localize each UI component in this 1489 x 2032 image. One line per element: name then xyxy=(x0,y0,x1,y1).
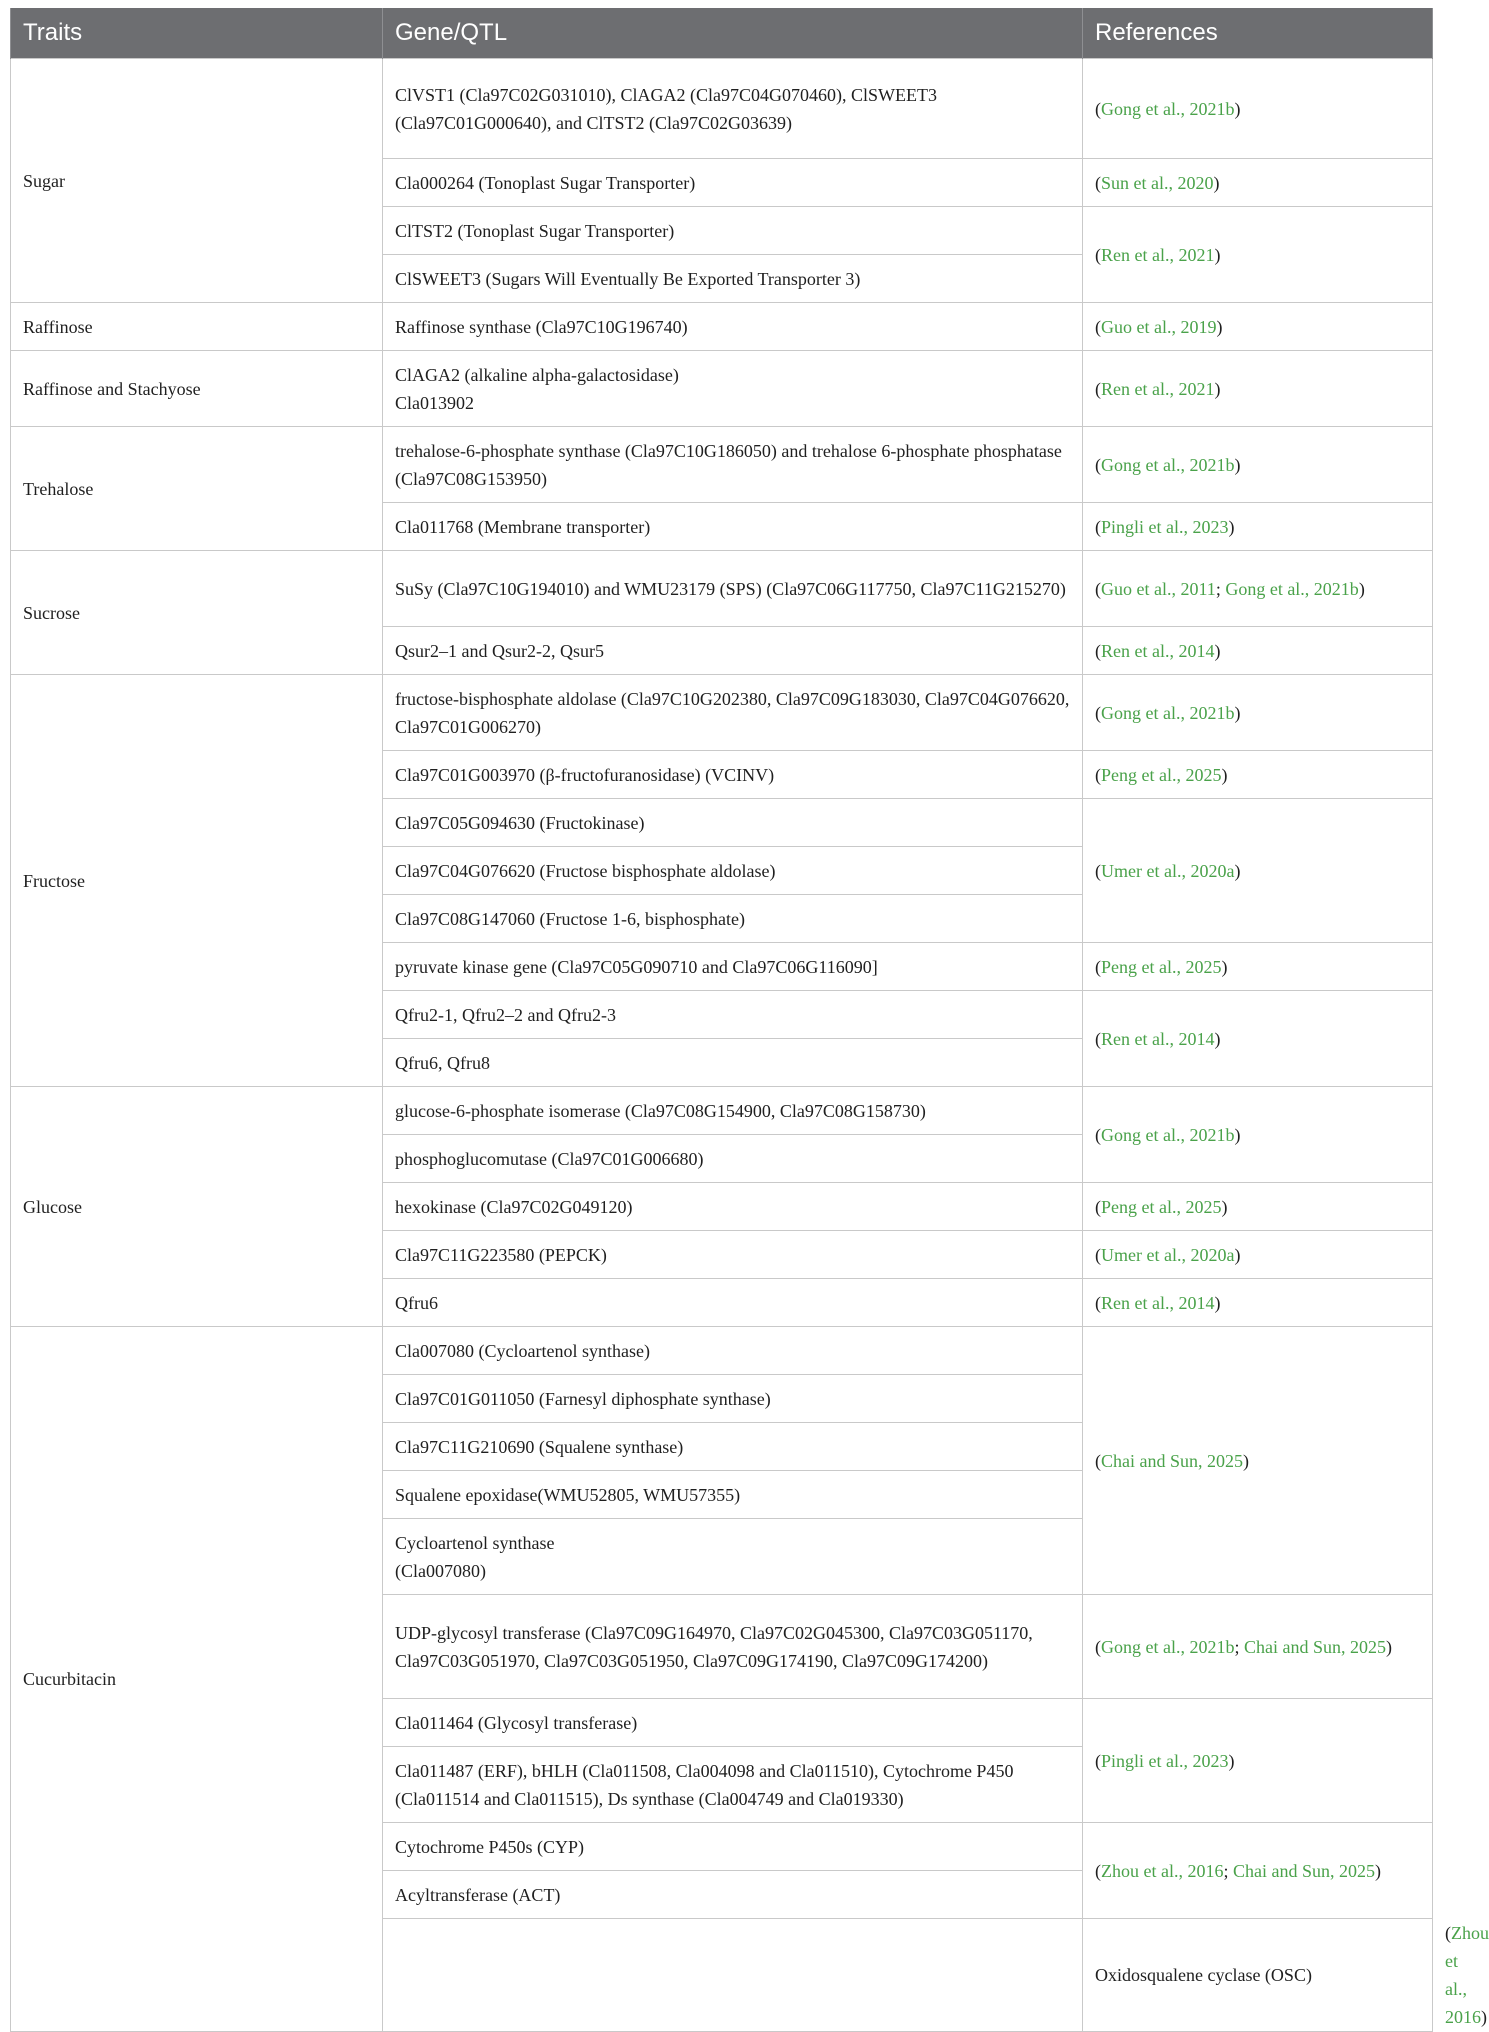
gene-cell: Cla97C01G003970 (β-fructofuranosidase) (VCINV) xyxy=(383,751,1083,799)
trait-cell: Cucurbitacin xyxy=(11,1327,383,2032)
gene-cell: Squalene epoxidase(WMU52805, WMU57355) xyxy=(383,1471,1083,1519)
gene-cell: glucose-6-phosphate isomerase (Cla97C08G154900, Cla97C08G158730) xyxy=(383,1087,1083,1135)
gene-cell: Cla000264 (Tonoplast Sugar Transporter) xyxy=(383,159,1083,207)
gene-cell: Qsur2–1 and Qsur2-2, Qsur5 xyxy=(383,627,1083,675)
reference-cell: (Gong et al., 2021b) xyxy=(1083,427,1433,503)
gene-cell: Acyltransferase (ACT) xyxy=(383,1871,1083,1919)
reference-cell: (Ren et al., 2014) xyxy=(1083,991,1433,1087)
trait-cell: Sucrose xyxy=(11,551,383,675)
reference-cell: (Pingli et al., 2023) xyxy=(1083,1699,1433,1823)
reference-link[interactable]: Gong et al., 2021b xyxy=(1101,1124,1235,1145)
gene-cell: Cla011487 (ERF), bHLH (Cla011508, Cla004098 and Cla011510), Cytochrome P450 (Cla011514 and Cla011515), Ds synthase (Cla004749 and Cla019330) xyxy=(383,1747,1083,1823)
reference-link[interactable]: Sun et al., 2020 xyxy=(1101,172,1214,193)
gene-cell: Qfru6 xyxy=(383,1279,1083,1327)
reference-cell: (Gong et al., 2021b; Chai and Sun, 2025) xyxy=(1083,1595,1433,1699)
trait-cell: Fructose xyxy=(11,675,383,1087)
table-row xyxy=(11,351,1433,427)
gene-cell: SuSy (Cla97C10G194010) and WMU23179 (SPS) (Cla97C06G117750, Cla97C11G215270) xyxy=(383,551,1083,627)
table-row xyxy=(11,1087,1433,1135)
table-row xyxy=(11,303,1433,351)
gene-cell: ClTST2 (Tonoplast Sugar Transporter) xyxy=(383,207,1083,255)
reference-cell: (Zhou et al., 2016; Chai and Sun, 2025) xyxy=(1083,1823,1433,1919)
gene-cell: Oxidosqualene cyclase (OSC) xyxy=(1083,1919,1433,2032)
reference-cell: (Ren et al., 2014) xyxy=(1083,1279,1433,1327)
reference-cell: (Peng et al., 2025) xyxy=(1083,751,1433,799)
reference-link[interactable]: Ren et al., 2021 xyxy=(1101,244,1215,265)
table-row xyxy=(11,1327,1433,1375)
reference-cell: (Pingli et al., 2023) xyxy=(1083,503,1433,551)
gene-cell: phosphoglucomutase (Cla97C01G006680) xyxy=(383,1135,1083,1183)
gene-cell: Cla97C11G210690 (Squalene synthase) xyxy=(383,1423,1083,1471)
header-traits: Traits xyxy=(11,8,383,59)
reference-cell: (Gong et al., 2021b) xyxy=(1083,1087,1433,1183)
gene-cell: Cla011768 (Membrane transporter) xyxy=(383,503,1083,551)
gene-cell: Cla97C01G011050 (Farnesyl diphosphate synthase) xyxy=(383,1375,1083,1423)
table-row xyxy=(11,59,1433,159)
reference-cell: (Umer et al., 2020a) xyxy=(1083,799,1433,943)
table-row xyxy=(11,427,1433,503)
gene-cell: Cla97C11G223580 (PEPCK) xyxy=(383,1231,1083,1279)
reference-link[interactable]: Guo et al., 2019 xyxy=(1101,316,1217,337)
gene-cell: Cycloartenol synthase (Cla007080) xyxy=(383,1519,1083,1595)
reference-cell: (Ren et al., 2021) xyxy=(1083,207,1433,303)
reference-cell: (Guo et al., 2011; Gong et al., 2021b) xyxy=(1083,551,1433,627)
gene-cell: Cla97C05G094630 (Fructokinase) xyxy=(383,799,1083,847)
reference-link[interactable]: Ren et al., 2014 xyxy=(1101,1292,1215,1313)
gene-cell: Cla97C04G076620 (Fructose bisphosphate aldolase) xyxy=(383,847,1083,895)
table-header xyxy=(11,8,1433,59)
reference-link[interactable]: Pingli et al., 2023 xyxy=(1101,1750,1229,1771)
table-row xyxy=(11,551,1433,627)
reference-link[interactable]: Peng et al., 2025 xyxy=(1101,764,1222,785)
reference-link[interactable]: Umer et al., 2020a xyxy=(1101,1244,1235,1265)
reference-link[interactable]: Chai and Sun, 2025 xyxy=(1244,1636,1386,1657)
gene-cell: hexokinase (Cla97C02G049120) xyxy=(383,1183,1083,1231)
reference-link[interactable]: Chai and Sun, 2025 xyxy=(1101,1450,1243,1471)
reference-cell: (Gong et al., 2021b) xyxy=(1083,675,1433,751)
reference-cell: (Ren et al., 2021) xyxy=(1083,351,1433,427)
trait-cell: Trehalose xyxy=(11,427,383,551)
gene-cell: UDP-glycosyl transferase (Cla97C09G164970, Cla97C02G045300, Cla97C03G051170, Cla97C03G051970, Cla97C03G051950, Cla97C09G174190, Cla97C09G174200) xyxy=(383,1595,1083,1699)
gene-cell: Raffinose synthase (Cla97C10G196740) xyxy=(383,303,1083,351)
trait-cell: Glucose xyxy=(11,1087,383,1327)
gene-qtl-table xyxy=(10,8,1489,2032)
trait-cell: Sugar xyxy=(11,59,383,303)
gene-cell: Cla011464 (Glycosyl transferase) xyxy=(383,1699,1083,1747)
reference-link[interactable]: Ren et al., 2014 xyxy=(1101,640,1215,661)
reference-cell: (Peng et al., 2025) xyxy=(1083,1183,1433,1231)
header-references: References xyxy=(1083,8,1433,59)
header-gene-qtl: Gene/QTL xyxy=(383,8,1083,59)
gene-cell: ClVST1 (Cla97C02G031010), ClAGA2 (Cla97C04G070460), ClSWEET3 (Cla97C01G000640), and ClTST2 (Cla97C02G03639) xyxy=(383,59,1083,159)
reference-link[interactable]: Pingli et al., 2023 xyxy=(1101,516,1229,537)
reference-link[interactable]: Ren et al., 2014 xyxy=(1101,1028,1215,1049)
reference-cell: (Chai and Sun, 2025) xyxy=(1083,1327,1433,1595)
reference-link[interactable]: Gong et al., 2021b xyxy=(1225,578,1359,599)
reference-link[interactable]: Gong et al., 2021b xyxy=(1101,454,1235,475)
gene-cell: Cla007080 (Cycloartenol synthase) xyxy=(383,1327,1083,1375)
gene-cell: ClSWEET3 (Sugars Will Eventually Be Exported Transporter 3) xyxy=(383,255,1083,303)
trait-cell xyxy=(383,1919,1083,2032)
trait-cell: Raffinose and Stachyose xyxy=(11,351,383,427)
reference-link[interactable]: Guo et al., 2011 xyxy=(1101,578,1216,599)
gene-cell: Qfru6, Qfru8 xyxy=(383,1039,1083,1087)
trait-cell: Raffinose xyxy=(11,303,383,351)
header-row xyxy=(11,8,1433,59)
reference-cell: (Ren et al., 2014) xyxy=(1083,627,1433,675)
reference-link[interactable]: Chai and Sun, 2025 xyxy=(1233,1860,1375,1881)
gene-cell: ClAGA2 (alkaline alpha-galactosidase) Cla013902 xyxy=(383,351,1083,427)
reference-cell: (Peng et al., 2025) xyxy=(1083,943,1433,991)
table-body xyxy=(11,59,1489,2032)
reference-cell: (Guo et al., 2019) xyxy=(1083,303,1433,351)
gene-cell: Cytochrome P450s (CYP) xyxy=(383,1823,1083,1871)
reference-link[interactable]: Zhou et al., 2016 xyxy=(1445,1923,1489,2027)
gene-cell: trehalose-6-phosphate synthase (Cla97C10G186050) and trehalose 6-phosphate phosphatase (Cla97C08G153950) xyxy=(383,427,1083,503)
reference-link[interactable]: Gong et al., 2021b xyxy=(1101,1636,1235,1657)
reference-cell: (Umer et al., 2020a) xyxy=(1083,1231,1433,1279)
reference-link[interactable]: Peng et al., 2025 xyxy=(1101,956,1222,977)
reference-link[interactable]: Zhou et al., 2016 xyxy=(1101,1860,1224,1881)
reference-link[interactable]: Peng et al., 2025 xyxy=(1101,1196,1222,1217)
table-row: Oxidosqualene cyclase (OSC) (Zhou et al., 2016) xyxy=(11,1919,1433,2032)
table-row xyxy=(11,675,1433,751)
gene-cell: Qfru2-1, Qfru2–2 and Qfru2-3 xyxy=(383,991,1083,1039)
reference-link[interactable]: Ren et al., 2021 xyxy=(1101,378,1215,399)
reference-link[interactable]: Gong et al., 2021b xyxy=(1101,702,1235,723)
gene-cell: pyruvate kinase gene (Cla97C05G090710 and Cla97C06G116090] xyxy=(383,943,1083,991)
reference-cell: (Gong et al., 2021b) xyxy=(1083,59,1433,159)
gene-cell: Cla97C08G147060 (Fructose 1-6, bisphosphate) xyxy=(383,895,1083,943)
gene-cell: fructose-bisphosphate aldolase (Cla97C10G202380, Cla97C09G183030, Cla97C04G076620, Cla97C01G006270) xyxy=(383,675,1083,751)
reference-cell: (Sun et al., 2020) xyxy=(1083,159,1433,207)
reference-link[interactable]: Umer et al., 2020a xyxy=(1101,860,1235,881)
reference-link[interactable]: Gong et al., 2021b xyxy=(1101,98,1235,119)
